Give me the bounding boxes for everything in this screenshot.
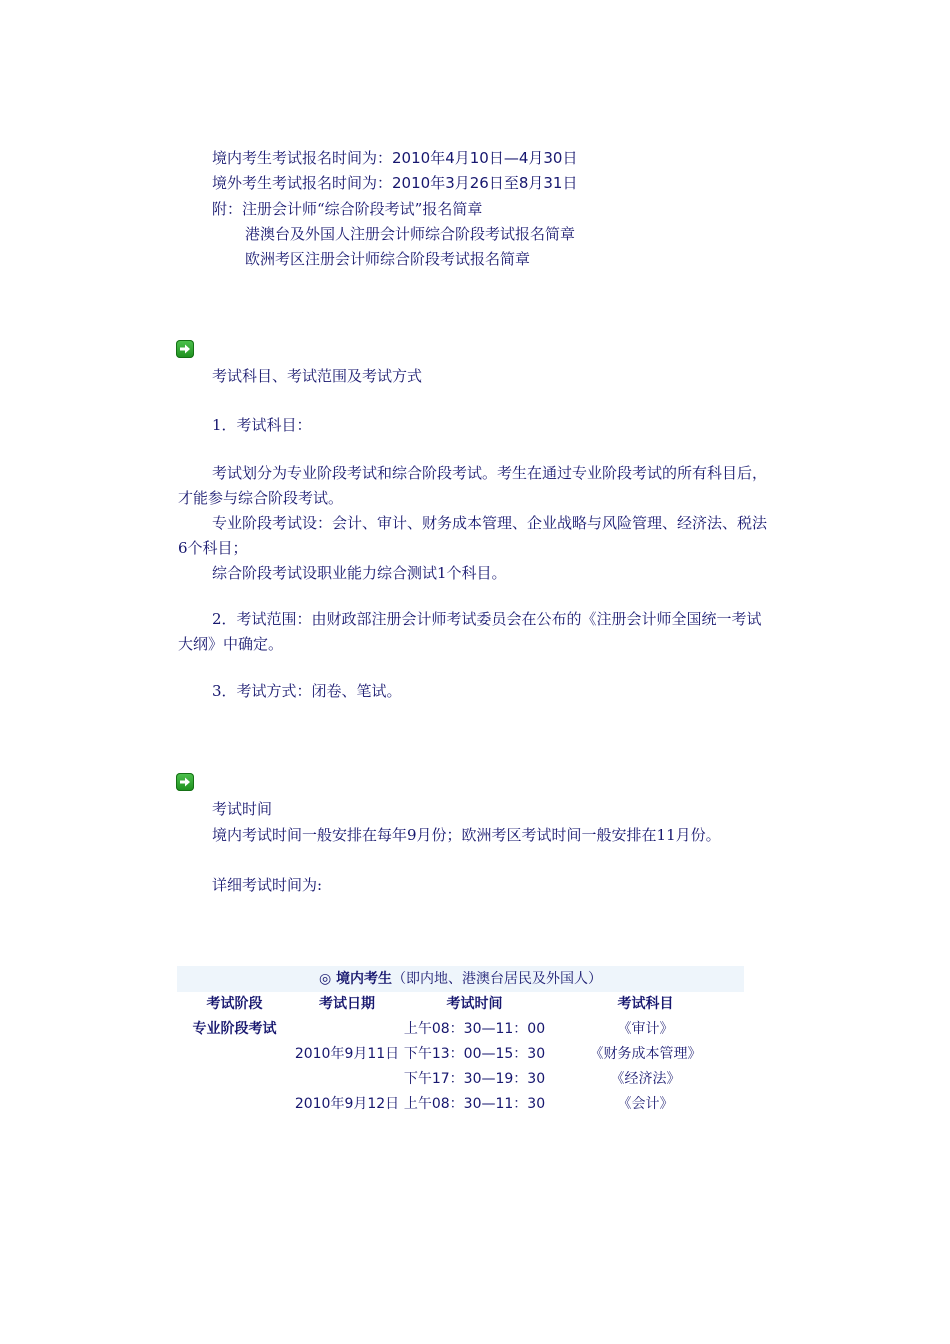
attachment-prefix: 附： — [212, 200, 243, 218]
subjects-paragraph-2: 专业阶段考试设：会计、审计、财务成本管理、企业战略与风险管理、经济法、税法6个科目； — [178, 514, 768, 557]
table-title-bold: ◎ 境内考生 — [318, 970, 393, 987]
header-time: 考试时间 — [446, 996, 503, 1012]
attachment-link-3[interactable]: 欧洲考区注册会计师综合阶段考试报名简章 — [245, 250, 531, 268]
green-arrow-icon — [176, 773, 194, 791]
domestic-registration-time: 2010年4月10日—4月30日 — [392, 149, 578, 167]
subjects-paragraph-1: 考试划分为专业阶段考试和综合阶段考试。考生在通过专业阶段考试的所有科目后，才能参与综合阶段考试。 — [178, 464, 768, 507]
subject-cell: 《经济法》 — [610, 1071, 681, 1087]
table-row — [177, 1042, 744, 1067]
exam-method-line: 3．考试方式：闭卷、笔试。 — [212, 682, 402, 700]
attachment-line — [212, 197, 482, 222]
time-cell: 上午08：30—11：00 — [403, 1021, 546, 1037]
header-stage: 考试阶段 — [206, 996, 263, 1012]
overseas-registration-time: 2010年3月26日至8月31日 — [392, 174, 578, 192]
table-row — [177, 1067, 744, 1092]
domestic-registration-label: 境内考生考试报名时间为： — [212, 149, 393, 167]
green-arrow-icon — [176, 340, 194, 358]
overseas-registration-line — [212, 171, 577, 196]
section-title-exam-time: 考试时间 — [212, 800, 273, 818]
header-subject: 考试科目 — [617, 996, 674, 1012]
exam-time-detail-label: 详细考试时间为: — [212, 876, 323, 894]
table-row — [177, 1017, 744, 1042]
time-cell: 下午13：00—15：30 — [403, 1046, 546, 1062]
stage-cell: 专业阶段考试 — [192, 1021, 277, 1037]
subjects-paragraph-3: 综合阶段考试设职业能力综合测试1个科目。 — [212, 564, 507, 582]
table-title-row — [177, 966, 744, 992]
subjects-heading: 1．考试科目： — [212, 416, 312, 434]
date-cell: 2010年9月12日 — [294, 1096, 400, 1112]
time-cell: 下午17：30—19：30 — [403, 1071, 546, 1087]
exam-schedule-table — [177, 966, 744, 1117]
attachment-link-2[interactable]: 港澳台及外国人注册会计师综合阶段考试报名简章 — [245, 225, 576, 243]
subject-cell: 《会计》 — [617, 1096, 674, 1112]
header-date: 考试日期 — [319, 996, 375, 1012]
overseas-registration-label: 境外考生考试报名时间为： — [212, 174, 393, 192]
table-header-row — [177, 992, 744, 1017]
subject-cell: 《审计》 — [617, 1021, 674, 1037]
time-cell: 上午08：30—11：30 — [403, 1096, 546, 1112]
exam-scope-paragraph: 2．考试范围：由财政部注册会计师考试委员会在公布的《注册会计师全国统一考试大纲》中确定。 — [178, 610, 762, 653]
domestic-registration-line — [212, 146, 577, 171]
subject-cell: 《财务成本管理》 — [589, 1046, 702, 1062]
exam-time-paragraph: 境内考试时间一般安排在每年9月份；欧洲考区考试时间一般安排在11月份。 — [212, 826, 721, 844]
section-title-subjects: 考试科目、考试范围及考试方式 — [212, 367, 423, 385]
table-title-note: （即内地、港澳台居民及外国人） — [392, 970, 603, 987]
attachment-link-1[interactable]: 注册会计师“综合阶段考试”报名简章 — [242, 200, 483, 218]
date-cell: 2010年9月11日 — [294, 1046, 400, 1062]
table-title — [177, 966, 744, 992]
table-row — [177, 1092, 744, 1117]
